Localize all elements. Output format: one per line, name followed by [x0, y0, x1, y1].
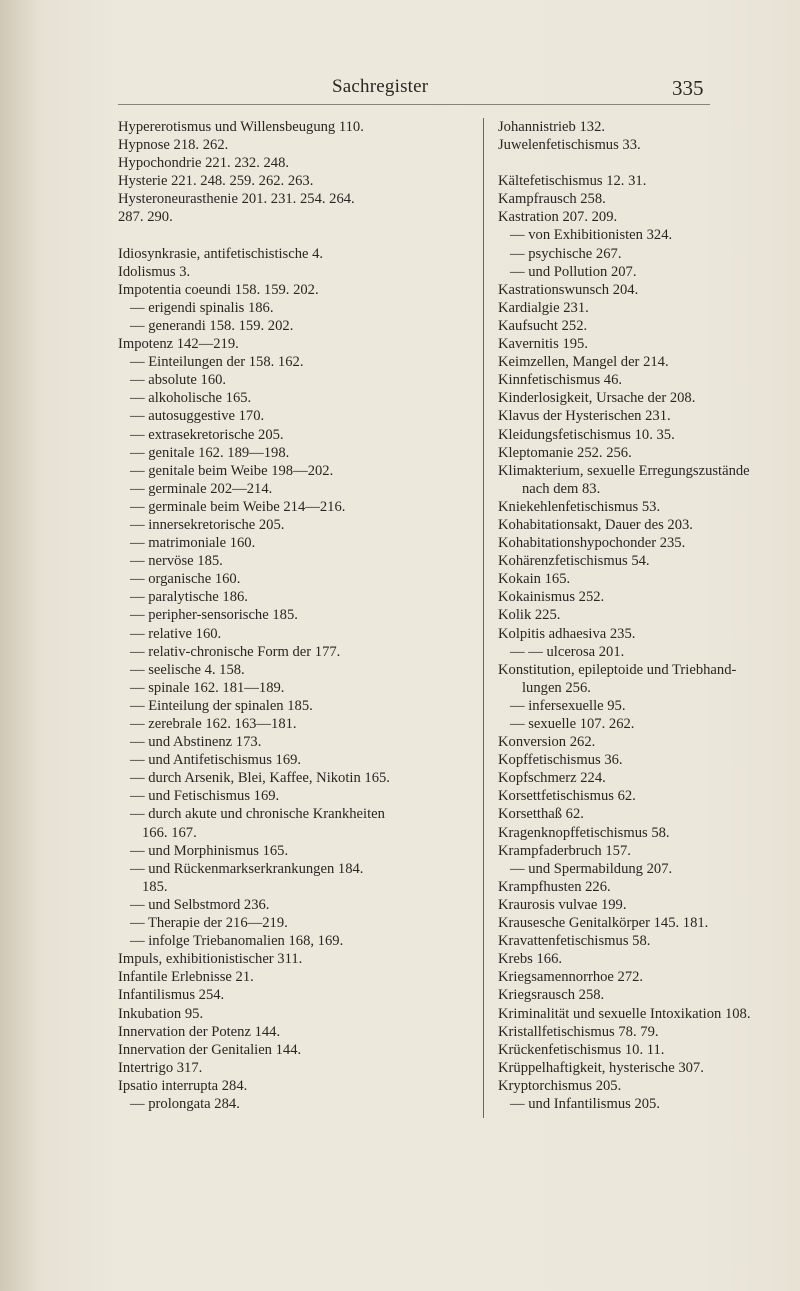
- index-entry: Kraurosis vulvae 199.: [498, 896, 627, 913]
- index-entry: Juwelenfetischismus 33.: [498, 137, 641, 154]
- index-entry: Korsetthaß 62.: [498, 806, 584, 823]
- index-subentry: — relativ-chronische Form der 177.: [130, 643, 341, 660]
- index-entry: 287. 290.: [118, 209, 173, 226]
- index-entry: Infantile Erlebnisse 21.: [118, 969, 254, 986]
- index-entry: Innervation der Genitalien 144.: [118, 1041, 302, 1058]
- index-subentry: — — ulcerosa 201.: [510, 643, 625, 660]
- index-entry: Keimzellen, Mangel der 214.: [498, 354, 669, 371]
- index-subentry: — durch akute und chronische Krankheiten: [130, 806, 385, 823]
- index-entry: Kokainismus 252.: [498, 589, 605, 606]
- index-subentry: — generandi 158. 159. 202.: [130, 317, 294, 334]
- index-subentry: — und Antifetischismus 169.: [130, 752, 302, 769]
- index-entry: Idolismus 3.: [118, 263, 191, 280]
- index-subentry: — und Selbstmord 236.: [130, 896, 270, 913]
- index-subentry: — und Pollution 207.: [510, 263, 637, 280]
- index-entry: Kohabitationshypochonder 235.: [498, 535, 686, 552]
- index-entry: Klimakterium, sexuelle Erregungszustände: [498, 462, 750, 479]
- index-entry: Kavernitis 195.: [498, 336, 588, 353]
- index-entry: Kokain 165.: [498, 571, 571, 588]
- index-subentry: — prolongata 284.: [130, 1095, 240, 1112]
- index-entry: Krausesche Genitalkörper 145. 181.: [498, 915, 709, 932]
- index-subentry: — und Spermabildung 207.: [510, 860, 673, 877]
- index-entry: Idiosynkrasie, antifetischistische 4.: [118, 245, 324, 262]
- index-entry: Kastration 207. 209.: [498, 209, 618, 226]
- index-entry: Krampfaderbruch 157.: [498, 842, 631, 859]
- index-entry: Konstitution, epileptoide und Triebhand-: [498, 661, 737, 678]
- running-title: Sachregister: [332, 76, 429, 97]
- index-entry: Ipsatio interrupta 284.: [118, 1077, 248, 1094]
- index-entry: Impotenz 142—219.: [118, 336, 239, 353]
- index-entry: Impotentia coeundi 158. 159. 202.: [118, 281, 319, 298]
- index-subentry: — relative 160.: [130, 625, 222, 642]
- index-entry: Krebs 166.: [498, 951, 563, 968]
- index-entry: Kriegsamennorrhoe 272.: [498, 969, 644, 986]
- index-entry: Hysteroneurasthenie 201. 231. 254. 264.: [118, 191, 355, 208]
- index-subentry: — psychische 267.: [510, 245, 622, 262]
- index-entry: Krampfhusten 226.: [498, 878, 611, 895]
- index-subentry: — von Exhibitionisten 324.: [510, 227, 673, 244]
- index-subentry: — sexuelle 107. 262.: [510, 716, 635, 732]
- index-subentry: — peripher-sensorische 185.: [130, 607, 298, 624]
- index-subentry: — spinale 162. 181—189.: [130, 679, 285, 696]
- index-entry: Innervation der Potenz 144.: [118, 1023, 281, 1040]
- index-entry: Hypochondrie 221. 232. 248.: [118, 155, 290, 172]
- index-subentry: 166. 167.: [142, 824, 197, 841]
- index-entry: Hysterie 221. 248. 259. 262. 263.: [118, 173, 314, 190]
- index-subentry: nach dem 83.: [522, 480, 601, 497]
- page-header: [0, 76, 800, 106]
- index-entry: Kampfrausch 258.: [498, 191, 606, 208]
- index-subentry: — organische 160.: [130, 571, 241, 588]
- index-subentry: — genitale beim Weibe 198—202.: [130, 462, 334, 479]
- index-entry: Krüppelhaftigkeit, hysterische 307.: [498, 1059, 704, 1076]
- index-entry: Klavus der Hysterischen 231.: [498, 408, 671, 425]
- index-entry: Kaufsucht 252.: [498, 317, 588, 334]
- index-subentry: — infolge Triebanomalien 168, 169.: [130, 933, 344, 950]
- index-entry: Kardialgie 231.: [498, 299, 589, 316]
- index-column-left: [118, 118, 466, 1113]
- index-entry: Hypnose 218. 262.: [118, 137, 229, 154]
- index-entry: Hypererotismus und Willensbeugung 110.: [118, 119, 364, 135]
- page-number: 335: [672, 76, 704, 100]
- index-entry: Kastrationswunsch 204.: [498, 281, 639, 298]
- index-entry: Kristallfetischismus 78. 79.: [498, 1023, 659, 1040]
- index-entry: Intertrigo 317.: [118, 1059, 203, 1076]
- index-entry: Kriegsrausch 258.: [498, 987, 605, 1004]
- index-subentry: — infersexuelle 95.: [510, 697, 626, 714]
- section-gap: [498, 154, 714, 172]
- index-entry: Johannistrieb 132.: [498, 119, 606, 135]
- index-entry: Kragenknopffetischismus 58.: [498, 824, 670, 841]
- column-divider: [483, 118, 484, 1118]
- index-subentry: — seelische 4. 158.: [130, 661, 245, 678]
- index-entry: Konversion 262.: [498, 734, 596, 751]
- index-entry: Kleidungsfetischismus 10. 35.: [498, 426, 675, 443]
- index-entry: Inkubation 95.: [118, 1005, 204, 1022]
- index-subentry: — Einteilungen der 158. 162.: [130, 354, 304, 371]
- index-subentry: — und Infantilismus 205.: [510, 1095, 660, 1112]
- index-entry: Kältefetischismus 12. 31.: [498, 173, 647, 190]
- index-entry: Kopfschmerz 224.: [498, 770, 606, 787]
- index-subentry: — alkoholische 165.: [130, 390, 252, 407]
- index-subentry: — nervöse 185.: [130, 553, 223, 570]
- index-entry: Korsettfetischismus 62.: [498, 788, 636, 805]
- index-entry: Infantilismus 254.: [118, 987, 225, 1004]
- index-subentry: — matrimoniale 160.: [130, 535, 256, 552]
- index-subentry: — erigendi spinalis 186.: [130, 299, 274, 316]
- index-subentry: — autosuggestive 170.: [130, 408, 265, 425]
- index-subentry: — und Rückenmarkserkrankungen 184.: [130, 860, 364, 877]
- header-rule: [118, 104, 710, 105]
- index-entry: Kleptomanie 252. 256.: [498, 444, 632, 461]
- index-subentry: — innersekretorische 205.: [130, 516, 285, 533]
- index-subentry: lungen 256.: [522, 679, 591, 696]
- index-column-right: [498, 118, 751, 1113]
- index-subentry: — Therapie der 216—219.: [130, 915, 288, 932]
- index-entry: Kopffetischismus 36.: [498, 752, 623, 769]
- index-subentry: 185.: [142, 878, 168, 895]
- index-entry: Kravattenfetischismus 58.: [498, 933, 651, 950]
- index-entry: Kolik 225.: [498, 607, 561, 624]
- index-entry: Kinnfetischismus 46.: [498, 372, 623, 389]
- index-subentry: — Einteilung der spinalen 185.: [130, 697, 313, 714]
- index-subentry: — durch Arsenik, Blei, Kaffee, Nikotin 165.: [130, 770, 390, 787]
- index-subentry: — germinale beim Weibe 214—216.: [130, 498, 346, 515]
- index-entry: Kohärenzfetischismus 54.: [498, 553, 650, 570]
- index-entry: Kinderlosigkeit, Ursache der 208.: [498, 390, 696, 407]
- index-subentry: — germinale 202—214.: [130, 480, 273, 497]
- index-entry: Kriminalität und sexuelle Intoxikation 108.: [498, 1005, 751, 1022]
- index-entry: Kohabitationsakt, Dauer des 203.: [498, 516, 693, 533]
- section-gap: [118, 227, 466, 245]
- index-entry: Kniekehlenfetischismus 53.: [498, 498, 661, 515]
- index-entry: Krückenfetischismus 10. 11.: [498, 1041, 665, 1058]
- index-subentry: — und Abstinenz 173.: [130, 734, 262, 751]
- index-entry: Impuls, exhibitionistischer 311.: [118, 951, 303, 968]
- index-subentry: — und Morphinismus 165.: [130, 842, 289, 859]
- index-entry: Kolpitis adhaesiva 235.: [498, 625, 636, 642]
- index-subentry: — genitale 162. 189—198.: [130, 444, 290, 461]
- index-subentry: — und Fetischismus 169.: [130, 788, 280, 805]
- index-entry: Kryptorchismus 205.: [498, 1077, 622, 1094]
- index-subentry: — paralytische 186.: [130, 589, 248, 606]
- index-subentry: — zerebrale 162. 163—181.: [130, 716, 297, 732]
- index-subentry: — extrasekretorische 205.: [130, 426, 284, 443]
- index-subentry: — absolute 160.: [130, 372, 227, 389]
